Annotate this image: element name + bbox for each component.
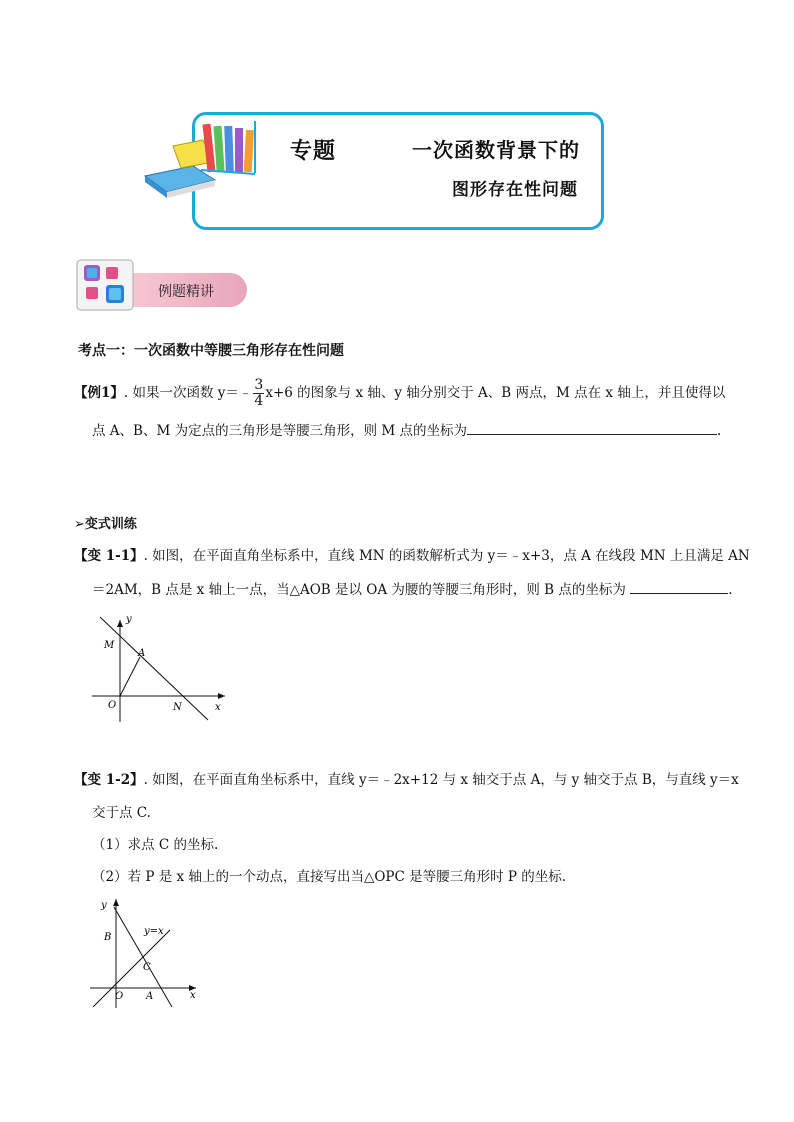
fig2-label-yx: y=x xyxy=(144,926,164,937)
variant1-1-line2: ＝2AM，B 点是 x 轴上一点，当△AOB 是以 OA 为腰的等腰三角形时，则 B 点的坐标为 . xyxy=(92,579,732,600)
fig1-label-x: x xyxy=(215,702,221,713)
variant1-1-line1: 【变 1-1】. 如图，在平面直角坐标系中，直线 MN 的函数解析式为 y＝﹣x+3，点 A 在线段 MN 上且满足 AN xyxy=(74,548,750,564)
answer-blank[interactable] xyxy=(630,579,728,594)
question-2: （2）若 P 是 x 轴上的一个动点，直接写出当△OPC 是等腰三角形时 P 的坐标. xyxy=(92,869,567,885)
fig2-label-y: y xyxy=(101,900,107,911)
answer-blank[interactable] xyxy=(467,420,717,435)
banner-subtitle: 图形存在性问题 xyxy=(452,180,578,200)
figure-1-1 xyxy=(90,612,240,727)
fig1-label-M: M xyxy=(104,640,115,651)
variant1-2-line2: 交于点 C. xyxy=(92,805,151,821)
fig2-label-A: A xyxy=(146,991,154,1002)
figure-1-2 xyxy=(88,895,208,1010)
topic-heading: 考点一：一次函数中等腰三角形存在性问题 xyxy=(78,343,344,359)
squares-icon xyxy=(76,259,134,311)
example1-label: 【例1】 xyxy=(74,385,124,401)
example1-line1: 【例1】. 如果一次函数 y＝﹣ $\frac{3}{4}$ x+6 的图象与 x 轴、y 轴分别交于 A、B 两点，M 点在 x 轴上，并且使得以 xyxy=(74,377,726,409)
fig1-label-O: O xyxy=(108,700,117,711)
fig2-label-B: B xyxy=(104,932,112,943)
banner-title-left: 专题 xyxy=(290,138,337,164)
question-1: （1）求点 C 的坐标. xyxy=(92,837,219,853)
variant1-2-line1: 【变 1-2】. 如图，在平面直角坐标系中，直线 y＝﹣2x+12 与 x 轴交于点 A，与 y 轴交于点 B，与直线 y＝x xyxy=(74,772,739,788)
section-tag-label: 例题精讲 xyxy=(158,284,214,300)
fig1-label-y: y xyxy=(126,614,132,625)
variant-heading: ➢变式训练 xyxy=(74,517,137,532)
example1-line2: 点 A、B、M 为定点的三角形是等腰三角形，则 M 点的坐标为 . xyxy=(92,420,721,441)
fig1-label-A: A xyxy=(138,648,146,659)
fig1-label-N: N xyxy=(173,702,182,713)
fig2-label-C: C xyxy=(143,962,151,973)
banner-title-right: 一次函数背景下的 xyxy=(412,138,580,162)
fig2-label-O: O xyxy=(115,991,124,1002)
fig2-label-x: x xyxy=(190,990,196,1001)
fraction: $\frac{3}{4}$ xyxy=(254,377,264,409)
variant1-2-label: 【变 1-2】 xyxy=(74,772,144,788)
variant1-1-label: 【变 1-1】 xyxy=(74,548,144,564)
books-icon xyxy=(143,118,263,208)
